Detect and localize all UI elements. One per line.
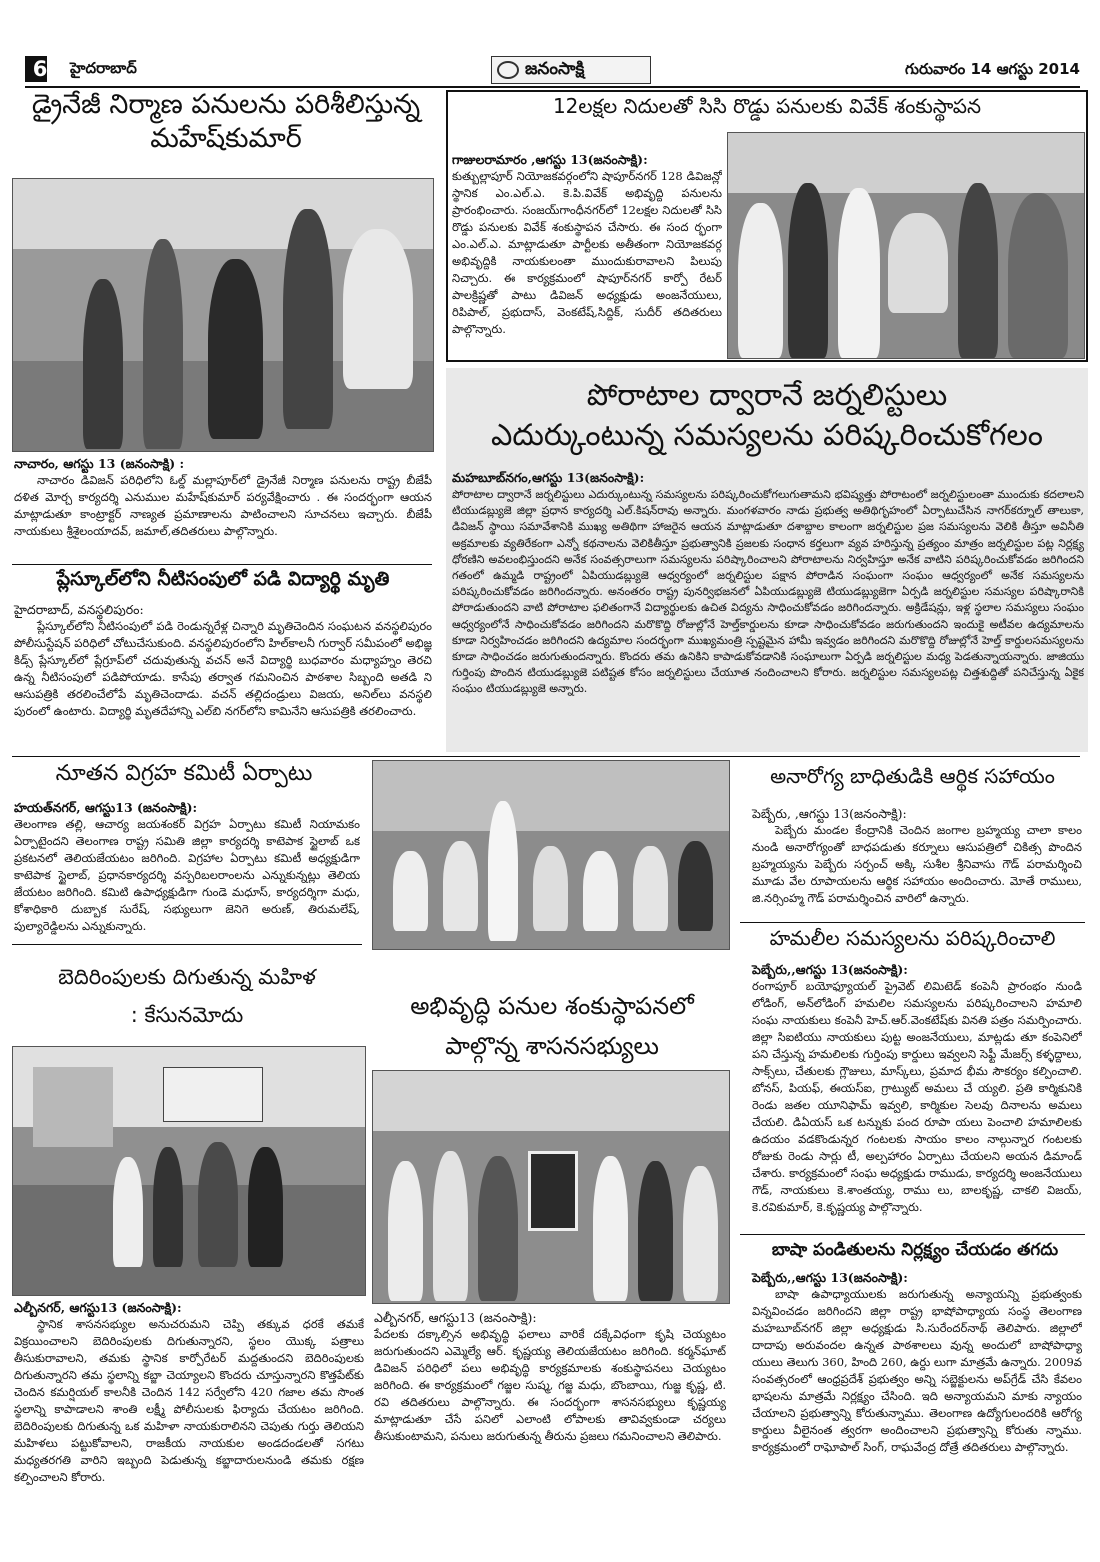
aid-headline: అనారోగ్య బాధితుడికి ఆర్థిక సహాయం [770,764,1055,788]
hamali-body: రంగాపూర్ బయోఫ్యూయల్ ప్రైవెట్ లిమిటెడ్ కంపెనీ ప్రారంభం నుండి లోడింగ్, అన్‌లోడింగ్ హమలిల సమస్యలను పరిష్కరించాలని హమాలి సంఘ నాయకులు కంపెనీ హెచ్.ఆర్.వెంకటేష్‌కు వినతి పత్రం సమర్పించారు. జిల్లా సిఐటియు నాయకులు పుట్ట అంజనేయులు, మాట్లడు తూ కంపెనిలో పని చేస్తున్న హమలిలకు గుర్తింపు కార్డులు ఇవ్వలని సెఫ్టీ మేజర్స్ కళ్ళద్దాలు, సాక్స్‌లు, చేతులకు గ్లౌజులు, మాస్క్‌లు, ప్రమాద భీమ సౌకర్యం కల్పించాలి. బోనస్, పియఫ్, ఈయస్ఐ, గ్రాట్యుట్ అమలు చే య్యలి. ప్రతి కార్మికునికి రెండు జతల యూనిఫామ్ ఇవ్వలి, కార్మికుల సెలవు దినాలను అమలు చేయలి. డిఏయస్ ఒక టన్నుకు పంద రూపా యలు పెంచాలి హమాలిలకు ఉదయం వడకొండున్నర గంటలకు సాయం కాలం నాల్గున్నార గంటలకు రోజుకు రెండు సార్లు టీ, అల్పహారం ఏర్పాటు చేయలని అయన డిమాండ్ చేశారు. కార్యక్రమంలో సంఘ అధ్యక్షుడు రాముడు, కార్యదర్శి అంజనేయులు గౌడ్, నాయకులు కె.శాంతయ్య, రాము లు, బాలకృష్ణ, చాకలి విజయ్, కె.రవికుమార్, కె.కృష్ణయ్య పాల్గొన్నారు. [752,979,1082,1214]
foundation-photo [372,1070,730,1304]
journalists-body: పోరాటాల ద్వారానే జర్నలిస్టులు ఎదుర్కుంటున్న సమస్యలను పరిష్కరించుకోగలుగుతామని భవిష్యత్తు పోరాటంలో జర్నలిస్టులంతా ముందుకు కదలాలని టియుడబ్ల్యుజె జిల్లా ప్రధాన కార్యదర్శి ఎల్.కిషన్‌రావు అన్నారు. మంగళవారం నాడు ప్రభుత్వ అతిథిగృహంలో ఏర్పాటుచేసిన నాగర్‌కర్నూల్ తాలుకా, డివిజన్ స్థాయి సమావేశానికి ముఖ్య అతిథిగా హాజరైన ఆయన మాట్లాడుతూ దశాబ్దాల కాలంగా జర్నలిస్టుల ప్రజ సమస్యలను వెలికి తీస్తూ అవినీతి అక్రమాలకు వ్యతిరేకంగా ఎన్నో కథనాలను వెలికితీస్తూ ప్రభుత్వానికి ప్రజలకు సంధాన కర్తలుగా వ్యవ హరిస్తున్న ప్రత్యంం మాత్రం జర్నలిస్టుల పట్ల నిర్లక్ష్య ధోరణిని అవలంభిస్తుందని అనేక సంవత్సరాలుగా సమస్యలను పరిష్కారించాలని పోరాటాలను నిర్వహిస్తూ అనేక వాటిని పరిష్కరించుకోవడం జరిగిందని గతంలో ఉమ్మడి రాష్ట్రంలో ఏపియుడబ్ల్యుజె ఆధ్వర్యంలో జర్నలిస్టుల పక్షాన పోరాడిన సంఘంగా సంఘం ఆధ్వర్యంలో అనేక సమస్యలను పరిష్కరించుకోవడం జరిగిందన్నారు. అనంతరం రాష్ట్ర పునర్విభజనలో ఏపియుడబ్ల్యుజె టియుడబ్ల్యుజెగా ఏర్పడి జర్నలిస్టుల సమస్యల పరిష్కారానికి పోరాడుతుందని వాటి పోరాటాల ఫలితంగానే విద్యార్థులకు ఉచిత విద్యను సాధించుకోవడం జరిగిందన్నారు. అక్రిడేషన్లు, ఇళ్ల స్థలాల సమస్యలు సంఘం ఆధ్వర్యంలోనే సాధించుకోవడం జరిగిందని మరొకొద్ది రోజుల్లోనే హెల్త్‌కార్డులను కూడా సాధించుకోవడం జరుగుతుందని ఇందుకై అటీవల ఉద్యమాలను కూడా నిర్వహించడం జరిగిందని ఉద్యమాల సందర్భంగా ముఖ్యమంత్రి స్పష్టమైన హామీ ఇవ్వడం జరిగిందని మరొకొద్ది రోజుల్లోనే హెల్త్ కార్డులసమస్యలను కూడా సాధించడం జరుగుతుందన్నారు. కొందరు తమ ఉనికిని కాపాడుకోవడానికి సంఘాలుగా ఏర్పడి జర్నలిస్టుల మధ్య పెడతున్నాయన్నారు. జాజియు గుర్తింపు పొందిన టియుడబ్ల్యుజె పటిష్టత కోసం జర్నలిస్టులు చేయూత నందించాలని కోరారు. జర్నలిస్టుల సమస్యలపట్ల చిత్తశుద్దితో పనిచేస్తున్న ఏకైక సంఘం టియుడబ్ల్యుజె అన్నారు. [452,488,1084,696]
column-divider [12,564,432,565]
column-divider [740,922,1085,923]
teachers-headline: బాషా పండితులను నిర్లక్ష్యం చేయడం తగదు [771,1240,1059,1260]
drainage-dateline: నాచారం, ఆగస్టు 13 (జనంసాక్షి) : [14,456,185,471]
photo-person [633,846,668,931]
foundation-headline [372,986,732,1066]
photo-person [683,1166,718,1301]
photo-person [788,183,828,358]
photo-person [393,851,428,931]
hamali-dateline: పెబ్బేరు,,ఆగస్టు 13(జనంసాక్షి): [752,962,908,977]
drainage-headline-line2: మహేష్‌కుమార్ [150,122,302,154]
photo-plaque [528,1151,578,1231]
foundation-dateline: ఎల్బీనగర్, ఆగస్టు13 (జనంసాక్షి): [374,1310,537,1325]
eviction-headline-line1: బెదిరింపులకు దిగుతున్న మహిళ [58,965,316,989]
eviction-headline [14,958,360,1034]
aid-body: పెబ్బేరు మండల కేంద్రానికి చెందిన జంగాల బ్రహ్మయ్య చాలా కాలం నుండి అనారోగ్యంతో బాధపడుతు కర్నూలు ఆసుపత్రిలో చికిత్స పొందిన బ్రహ్మయ్యను పెబ్బేరు సర్పంచ్ అక్కి సుశీల శ్రీనివాసు గౌడ్ పరామర్శించి మూడు వేల రూపాయలను ఆర్థిక సహాయం అందించారు. మోతే రాములు, జి.నర్సింహ్మ గౌడ్ పరామర్శించిన వారిలో ఉన్నారు. [752,823,1082,905]
masthead-logo-mark [497,61,519,79]
hamali-headline: హమలీల సమస్యలను పరిష్కరించాలి [769,926,1056,950]
column-divider [12,944,362,945]
page-number: 6 [32,57,48,81]
photo-sign [163,1067,263,1122]
drainage-headline-line1: డ్రైనేజీ నిర్మాణ పనులను పరిశీలిస్తున్న [31,89,421,120]
photo-person [198,1142,238,1267]
student-headline: ప్లేస్కూల్‌లోని నీటిసంపులో పడి విద్యార్థి మృతి [56,568,390,590]
eviction-headline-line2: : కేసునమోదు [130,1003,244,1027]
ccroad-dateline: గాజులరామారం ,ఆగస్టు 13(జనంసాక్షి): [452,152,648,167]
column-divider [740,1234,1085,1235]
photo-person [478,1156,518,1301]
committee-headline: నూతన విగ్రహ కమిటీ ఏర్పాటు [55,761,313,786]
photo-person [343,229,413,389]
photo-building [33,1067,113,1147]
photo-person [113,1157,143,1267]
journalists-headline-line1: పోరాటాల ద్వారానే జర్నలిస్టులు [586,378,948,413]
committee-dateline: హయత్‌నగర్, ఆగస్టు13 (జనంసాక్షి): [14,800,198,815]
foundation-headline-line2: పాల్గొన్న శాసనసభ్యులు [445,1032,659,1060]
photo-person [143,239,183,449]
photo-person [443,841,478,931]
foundation-headline-line1: అభివృద్ధి పనుల శంకుస్థాపనలో [410,992,694,1020]
photo-person [248,1147,283,1267]
photo-person [83,279,123,449]
student-body: ప్లేస్కూల్‌లోని నీటిసంపులో పడి రెండున్నరేళ్ల చిన్నారి మృతిచెందిన సంఘటన వనస్థలిపురం పోలీసుస్టేషన్ పరిధిలో చోటుచేసుకుంది. వనస్థలిపురంలోని హిల్‌కాలనీ గుర్వార్ సమీపంలో అభిజ్ఞ కిడ్స్ ప్లేస్కూల్‌లో ప్లేగ్రూప్‌లో చదువుతున్న వచన్ అనే విద్యార్థి బుధవారం మధ్యాహ్నం తెరచి ఉన్న నీటిసంపులో పడిపోయాడు. కాసేపు తర్వాత గమనించిన పాఠశాల సిబ్బంది అతడి ని ఆసుపత్రికి తరలించేలోపే మృతిచెందాడు. వచన్ తల్లిదండ్రులు విజయ, అనిల్‌లు వనస్థలి పురంలో ఉంటారు. విద్యార్థి మృతదేహాన్ని ఎల్‌బి నగర్‌లోని కామినేని ఆసుపత్రికి తరలించారు. [14,619,432,718]
paper-name: జనంసాక్షి [525,59,585,79]
student-dateline: హైదరాబాద్, వనస్థలిపురం: [14,602,144,617]
photo-person [738,203,783,358]
eviction-photo [12,1046,366,1296]
journalists-headline [450,376,1084,456]
photo-person [958,183,998,358]
committee-body: తెలంగాణ తల్లి, ఆచార్య జయశంకర్ విగ్రహ ఏర్పాటు కమిటీ నియామకం ఏర్పాటైందని తెలంగాణ రాష్ట్ర సమితి జిల్లా కార్యదర్శి కాటెపాక స్టైలాబ్ ఒక ప్రకటనలో తెలియజేయటం జరిగింది. విగ్రహాల ఏర్పాటు కమిటీ అధ్యక్షుడిగా కాటెపాక స్టైలాబ్, ప్రధానకార్యదర్శి వస్పరిబలరాంలను ఎన్నుకున్నట్లు తెలియ జేయటం జరిగింది. కమిటి ఉపాధ్యక్షుడిగా గుండె మధూస్, కార్యదర్శిగా మధు, కోశాధికారి దుబ్బాక సురేష్, సభ్యులుగా జెనిగె అరుణ్, తిరుమలేష్, పుల్యారెడ్డిలను ఎన్నుకున్నారు. [14,817,360,933]
teachers-body: బాషా ఉపాధ్యాయులకు జరుగుతున్న అన్యాయన్ని ప్రభుత్వంకు విన్నవించడం జరిగిందని జిల్లా రాష్ట్ర భాషోపాధ్యాయ సంస్థ తెలంగాణ మహబూబ్‌నగర్ జిల్లా అధ్యక్షుడు సి.సురేందర్‌నాథ్ తెలిపారు. జిల్లాలో దాదాపు అరువందల ఉన్నత పాఠశాలలు వున్న అందులో బాషోపాధ్యా యులు తెలుగు 360, హింది 260, ఉర్దు లుగా మాత్రమే ఉన్నారు. 2009వ సంవత్సరంలో ఆంధ్రప్రదేశ్ ప్రభుత్వం అన్ని సబ్జెక్టులను అప్‌గ్రేడ్ చేసి కేవలం భాషలను మాత్రమే నిర్లక్ష్యం చేసింది. ఇది అన్యాయమని మాకు న్యాయం చేయాలని ప్రభుత్వాన్ని కోరుతున్నాము. తెలంగాణ ఉద్యోగులందరికి ఆరోగ్య కార్డులు వీలైనంత త్వరగా అందించాలని ప్రభుత్వాన్ని కోరుతు న్నాము. కార్యక్రమంలో రాఘోపాల్ సింగ్, రాఘవేంద్ర దోత్రే తదితరులు పాల్గొన్నారు. [752,1287,1082,1454]
drainage-body: నాచారం డివిజన్ పరిధిలోని ఓల్డ్ మల్లాపూర్‌లో డ్రైనేజీ నిర్మాణ పనులను రాష్ట్ర బీజేపీ దళిత మోర్చ కార్యదర్శి ఎనుముల మహేష్‌కుమార్ పర్యవేక్షించారు . ఈ సందర్భంగా ఆయన మాట్లాడుతూ కాంట్రాక్టర్ నాణ్యత ప్రమాణాలను పాటించాలని సూచనలు ఇచ్చారు. బీజేపీ నాయకులు శ్రీశైలంయాదవ్, జమాల్,తదితరులు పాల్గొన్నారు. [14,473,432,538]
drainage-photo [12,178,434,452]
photo-person [583,851,618,931]
masthead-date: గురువారం 14 ఆగస్టు 2014 [905,60,1080,78]
photo-person [388,1161,423,1301]
photo-person [533,846,568,931]
foundation-body: పేదలకు దక్కాల్సిన అభివృద్ధి ఫలాలు వారికే దక్కేవిధంగా కృషి చెయ్యటం జరుగుతుందని ఎమ్మెల్యే ఆర్. కృష్ణయ్య తెలియజేయటం జరిగింది. కర్మన్‌ఘాట్ డివిజన్ పరిధిలో పలు అభివృద్ధి కార్యక్రమాలకు శంకుస్థాపనలు చెయ్యటం జరిగింది. ఈ కార్యక్రమంలో గజ్జల సుష్మ, గజ్జ మధు, బొంబాయి, గుజ్జ కృష్ణ, టి. రవి తదితరులు పాల్గొన్నారు. ఈ సందర్భంగా శాసనసభ్యులు కృష్ణయ్య మాట్లాడుతూ చేసే పనిలో ఎలాంటి లోపాలకు తావివ్వకుండా చర్యలు తీసుకుంటామని, పనులు జరుగుతున్న తీరును ప్రజలు గమనించాలని తెలిపారు. [374,1327,726,1443]
photo-person [283,209,333,429]
photo-person [593,1156,628,1301]
ccroad-photo [727,132,1085,359]
column-divider [12,756,1080,757]
eviction-body: స్థానిక శాసనసభ్యుల అనుచరుమని చెప్పి తక్కువ ధరకే తమకే విక్రయించాలని బెదిరింపులకు దిగుతున్నారని, స్థలం యొక్క పత్రాలు తీసుకురావాలని, తమకు స్థానిక కార్పోరేటర్ మద్దతుందని బెదిరింపులకు దిగుతున్నారని తమ స్థలాన్ని కబ్జా చెయ్యాలని కొందరు చూస్తున్నారని కొత్తపేట్‌కు చెందిన కమర్షియల్ కాలనీకి చెందిన 142 సర్వేలోని 420 గజాల తమ సొంత స్థలాన్ని కాపాడాలని శాంతి లక్ష్మీ పోలీసులకు ఫిర్యాదు చేయటం జరిగింది. బెదిరింపులకు దిగుతున్న ఒక మహిళా నాయకురాలినని చెపుతు గుర్తు తెలియని మహిళలు పట్టుకోవాలని, రాజకీయ నాయకుల అండదండలతో సగటు మధ్యతరగతి వారిని ఇబ్బంది పెడుతున్న కబ్జాదారులనుండి తమకు రక్షణ కల్పించాలని కోరారు. [14,1317,364,1484]
ccroad-body: కుత్బుల్లాపూర్ నియోజకవర్గంలోని షాపూర్‌నగర్ 128 డివిజన్లో స్థానిక ఎం.ఎల్.ఎ. కె.పి.వివేక్ అభివృద్ది పనులను ప్రారంభించారు. సంజయ్‌గాంధీనగర్‌లో 12లక్షల నిదులతో సిసి రొడ్డు పనులకు వివేక్ శంకుస్థాపన చేసారు. ఈ సంద ర్భంగా ఎం.ఎల్.ఎ. మాట్లాడుతూ పార్టీలకు అతీతంగా నియోజకవర్గ అభివృద్దికి నాయకులంతా ముందుకురావాలని పిలుపు నిచ్చారు. ఈ కార్యక్రమంలో షాపూర్‌నగర్ కార్పో రేటర్ పాలక్రిష్ణతో పాటు డివిజన్ అధ్యక్షుడు అంజనేయులు, రిపిపాల్, ప్రభుదాస్, వెంకటేష్,సిద్దిక్, సుదీర్ తదితరులు పాల్గొన్నారు. [452,169,722,336]
photo-person [1008,193,1068,358]
committee-photo [372,760,730,950]
aid-dateline: పెబ్బేరు, ,ఆగస్టు 13(జనంసాక్షి): [752,806,907,821]
photo-person [208,259,263,439]
photo-person [488,801,518,941]
masthead-city: హైదరాబాద్ [70,59,137,77]
eviction-dateline: ఎల్బీనగర్, ఆగస్టు13 (జనంసాక్షి): [14,1300,182,1315]
journalists-dateline: మహబూబ్‌నగం,ఆగస్టు 13(జనంసాక్షి): [452,470,645,485]
teachers-dateline: పెబ్బేరు,,ఆగస్టు 13(జనంసాక్షి): [752,1270,908,1285]
photo-person [838,188,880,358]
photo-person [638,1161,673,1301]
photo-person [888,213,948,313]
masthead [25,56,1080,86]
drainage-headline [20,88,432,156]
photo-person [433,1151,468,1301]
ccroad-headline: 12లక్షల నిదులతో సిసి రొడ్డు పనులకు వివేక్ శంకుస్థాపన [552,94,982,118]
journalists-headline-line2: ఎదుర్కుంటున్న సమస్యలను పరిష్కరించుకోగలం [491,418,1043,453]
photo-person [678,841,713,931]
photo-person [153,1147,183,1267]
